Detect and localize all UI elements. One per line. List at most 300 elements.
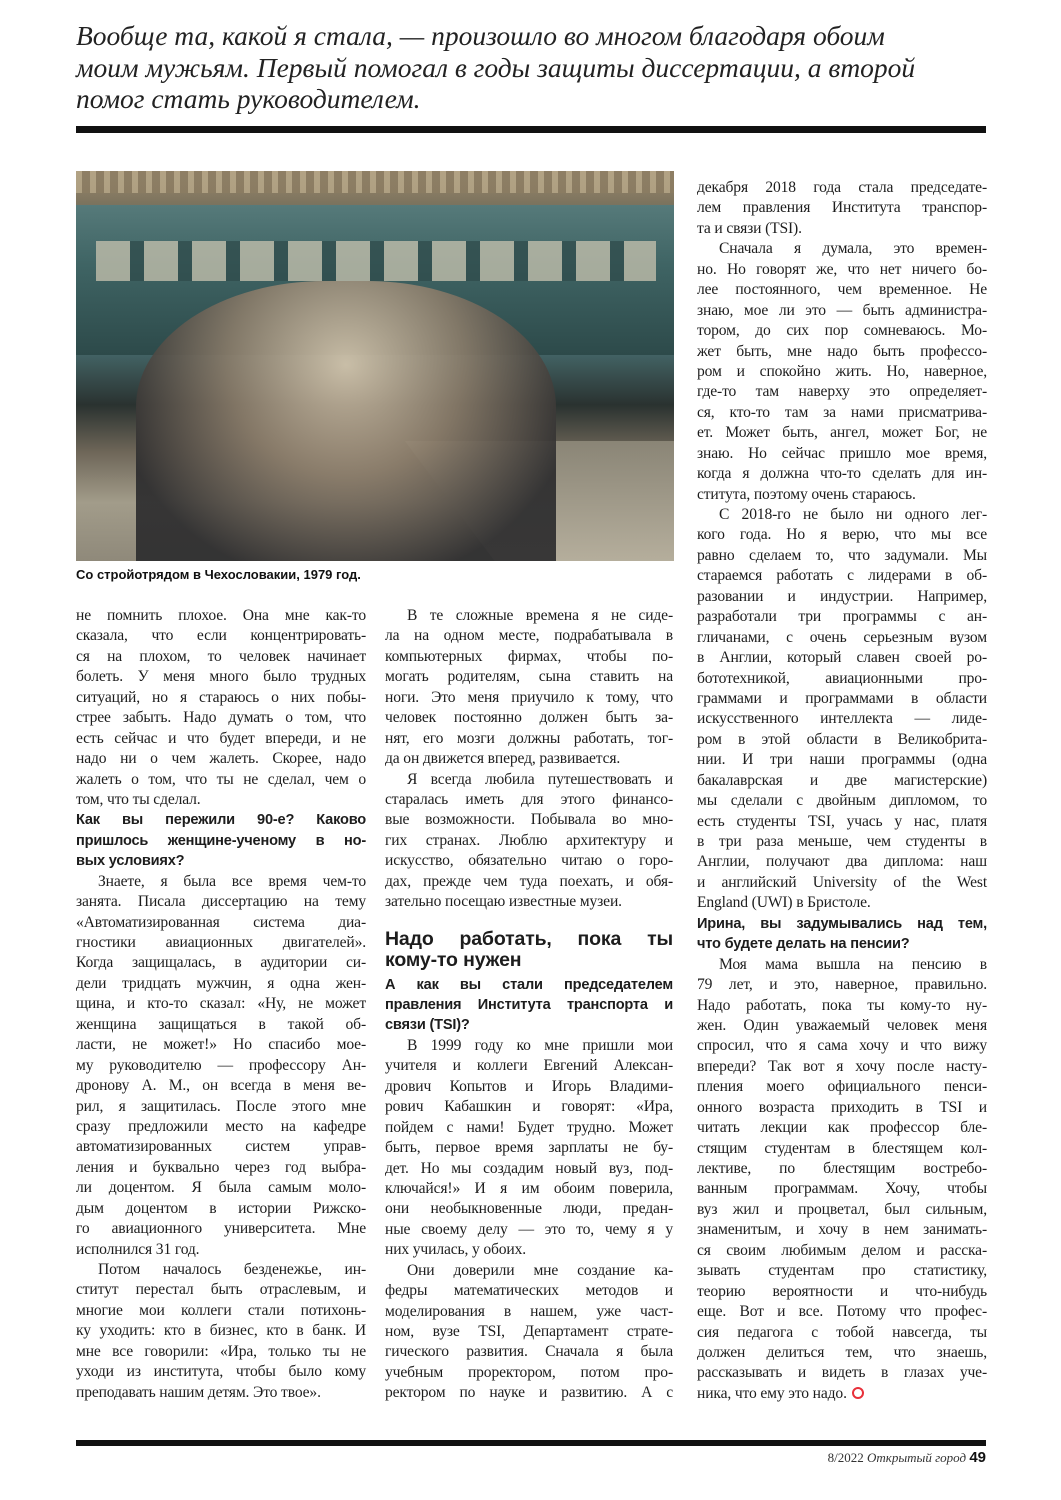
pull-quote	[76, 20, 986, 115]
text-line	[385, 1281, 673, 1301]
text-line-content: есть студенты TSI, учась у нас, платя	[697, 812, 987, 830]
text-line	[385, 810, 673, 830]
text-line-content: ноги. Это меня приучило к тому, что	[385, 688, 673, 706]
text-line-content: Ирина, вы задумывались над тем,	[697, 915, 987, 932]
text-line-content: могать родителям, сына ставить на	[385, 668, 673, 686]
text-line-content: Сначала я думала, это времен-	[719, 240, 987, 258]
text-line-content: дрович Копытов и Игорь Владими-	[385, 1077, 673, 1095]
text-line	[385, 688, 673, 708]
paragraph	[76, 606, 366, 810]
text-line-content: дели тридцать мужчин, я одна жен-	[76, 974, 366, 992]
text-line-content: в Англии, который славен своей ро-	[697, 649, 987, 667]
text-line	[76, 1076, 366, 1096]
text-line	[76, 1321, 366, 1341]
text-line	[76, 851, 366, 871]
text-line	[697, 178, 987, 198]
text-line	[697, 321, 987, 341]
article-column-2	[385, 606, 673, 1404]
text-line-content: ном, вузе TSI, Департамент страте-	[385, 1323, 673, 1340]
text-line-content: занята. Писала диссертацию на тему	[76, 893, 366, 911]
text-line	[697, 1179, 987, 1199]
text-line	[697, 1343, 987, 1363]
text-line-content: федры математических методов и	[385, 1282, 673, 1300]
end-of-article-icon	[852, 1387, 864, 1399]
text-line-content: мы сделали с двойным дипломом, то	[697, 792, 987, 810]
text-line	[76, 688, 366, 708]
text-line	[697, 628, 987, 648]
text-line	[385, 1015, 673, 1035]
text-line-content: пления моего официального пенси-	[697, 1078, 987, 1096]
text-line-content: быть, первое время зарплаты не бу-	[385, 1139, 673, 1157]
text-line-content: они необыкновенные люди, предан-	[385, 1200, 673, 1218]
text-line-content: дах, прежде чем туда поехать, и обя-	[385, 872, 673, 890]
text-line-content: не помнить плохое. Она мне как-то	[76, 607, 366, 624]
text-line-content: Потом началось безденежье, ин-	[98, 1261, 366, 1278]
paragraph	[76, 872, 366, 1260]
text-line	[76, 708, 366, 728]
paragraph	[697, 239, 987, 505]
text-line-content: знаю. Но сейчас пришло мое время,	[697, 444, 987, 462]
text-line-content: автоматизированных систем управ-	[76, 1138, 366, 1156]
text-line-content: когда я должна что-то сделать для ин-	[697, 465, 987, 483]
text-line-content: А как вы стали председателем	[385, 976, 673, 993]
text-line	[697, 382, 987, 402]
text-line	[697, 1200, 987, 1220]
text-line	[76, 667, 366, 687]
text-line-content: читать лекции как профессор бле-	[697, 1119, 987, 1137]
text-line	[385, 1302, 673, 1322]
text-line	[76, 1362, 366, 1382]
section-heading	[385, 929, 673, 971]
text-line	[385, 1118, 673, 1138]
text-line-content: ститут перестал быть отраслевым, и	[76, 1281, 366, 1299]
text-line-content: рович Кабашкин и говорят: «Ира,	[385, 1098, 673, 1116]
text-line-content: Знаете, я была все время чем-то	[98, 872, 366, 890]
text-line-content: England (UWI) в Бристоле.	[697, 894, 871, 912]
text-line	[385, 790, 673, 810]
text-line-content: го авиационного университета. Мне	[76, 1220, 366, 1238]
text-line-content: ся своим любимым делом и расска-	[697, 1241, 987, 1259]
text-line	[697, 260, 987, 280]
text-line-content: ром и спокойно жить. Но, наверное,	[697, 362, 987, 380]
text-line-content: ла на одном месте, подрабатывала в	[385, 627, 673, 645]
text-line-content: Надо работать, пока ты	[385, 927, 673, 950]
text-line	[697, 362, 987, 382]
text-line-content: сразу предложили место на кафедре	[76, 1117, 366, 1135]
text-line-content: впереди? Так вот я хочу после насту-	[697, 1057, 987, 1075]
text-line	[697, 464, 987, 484]
text-line-content: равно сделаем то, что задумали. Мы	[697, 546, 987, 564]
text-line	[385, 708, 673, 728]
text-line-content: компьютерных фирмах, чтобы по-	[385, 647, 673, 665]
text-line	[385, 1097, 673, 1117]
text-line-content: исполнился 31 год.	[76, 1240, 200, 1258]
text-line-content: том, что ты сделал.	[76, 790, 201, 808]
text-line-content: ключайся!» И я им обоим поверила,	[385, 1179, 673, 1197]
text-line	[76, 974, 366, 994]
text-line	[385, 1322, 673, 1342]
text-line	[697, 1241, 987, 1261]
text-line-content: кому-то нужен	[385, 948, 522, 971]
photo-group-of-people	[136, 281, 556, 561]
text-line-content: болеть. У меня много было трудных	[76, 668, 366, 686]
text-line-content: лем правления Института транспор-	[697, 199, 987, 217]
text-line-content: декабря 2018 года стала председате-	[697, 179, 987, 196]
text-line	[385, 1261, 673, 1281]
text-line	[385, 1220, 673, 1240]
text-line	[385, 929, 673, 950]
text-line-content: та и связи (TSI).	[697, 219, 802, 237]
text-line	[697, 975, 987, 995]
text-line-content: лективе, по блестящим востребо-	[697, 1160, 987, 1177]
text-line	[697, 342, 987, 362]
text-line-content: знаю, мое ли это — быть администра-	[697, 301, 987, 319]
text-line	[76, 1240, 366, 1260]
text-line	[697, 996, 987, 1016]
text-line	[697, 648, 987, 668]
text-line-content: му руководителю — профессору Ан-	[76, 1056, 366, 1074]
text-line	[76, 647, 366, 667]
text-line	[76, 1056, 366, 1076]
text-line-content: ром в этой области в Великобрита-	[697, 730, 987, 748]
text-line-content: учителя и коллеги Евгений Алексан-	[385, 1057, 673, 1075]
text-line-content: бототехникой, авиационными про-	[697, 669, 987, 687]
text-line-content: В 1999 году ко мне пришли мои	[407, 1036, 673, 1054]
text-line-content: ситуаций, но я стараюсь о них побы-	[76, 688, 366, 706]
article-photo	[76, 171, 674, 561]
text-line-content: 79 лет, и это, наверное, правильно.	[697, 976, 987, 994]
text-line	[697, 873, 987, 893]
text-line	[697, 1302, 987, 1322]
text-line-content: нии. И три наши программы (одна	[697, 751, 987, 769]
text-line	[697, 239, 987, 259]
text-line-content: гностики авиационных двигателей».	[76, 934, 366, 951]
text-line-content: теорию вероятности и что-нибудь	[697, 1282, 987, 1300]
text-line	[76, 913, 366, 933]
text-line	[697, 1036, 987, 1056]
text-line-content: правления Института транспорта и	[385, 997, 673, 1013]
text-line	[385, 1383, 673, 1403]
text-line	[385, 729, 673, 749]
text-line	[76, 749, 366, 769]
text-line	[76, 606, 366, 626]
text-line	[697, 525, 987, 545]
text-line-content: должен делиться тем, что знаешь,	[697, 1343, 987, 1361]
text-line	[385, 950, 673, 971]
text-line-content: жалеть о том, что ты не сделал, чем о	[76, 770, 366, 788]
text-line-content: лее постоянного, чем временное. Не	[697, 281, 987, 299]
text-line	[697, 198, 987, 218]
text-line	[76, 1280, 366, 1300]
text-line-content: преподавать нашим детям. Это твое».	[76, 1383, 321, 1401]
text-line-content: ласти, не может!» Но спасибо мое-	[76, 1036, 366, 1054]
text-line-content: вые возможности. Побывала во мно-	[385, 811, 673, 829]
text-line	[76, 626, 366, 646]
text-line	[697, 1057, 987, 1077]
text-line	[385, 647, 673, 667]
text-line-content: ет. Может быть, ангел, может Бог, не	[697, 424, 987, 442]
text-line	[76, 1301, 366, 1321]
text-line	[385, 626, 673, 646]
text-line	[385, 1199, 673, 1219]
text-line	[385, 1138, 673, 1158]
text-line	[697, 1098, 987, 1118]
text-line-content: уходи из института, чтобы было кому	[76, 1363, 366, 1381]
text-line	[76, 933, 366, 953]
text-line	[385, 770, 673, 790]
text-line	[697, 1016, 987, 1036]
text-line	[697, 914, 987, 934]
paragraph	[697, 178, 987, 239]
text-line-content: кого года. Но я верю, что мы все	[697, 526, 987, 544]
text-line	[697, 709, 987, 729]
text-line	[385, 1240, 673, 1260]
text-line	[697, 750, 987, 770]
text-line-content: искусство, обязательно читаю о горо-	[385, 852, 673, 870]
text-line-content: стящим студентам в блестящем кол-	[697, 1139, 987, 1157]
text-line-content: ректором по науке и развитию. А с	[385, 1384, 673, 1402]
text-line	[385, 1077, 673, 1097]
text-line-content: женщина защищаться в такой об-	[76, 1015, 366, 1033]
text-line	[697, 1159, 987, 1179]
text-line-content: гического развития. Сначала я была	[385, 1343, 673, 1361]
text-line	[76, 994, 366, 1014]
text-line-content: дет. Но мы создадим новый вуз, под-	[385, 1159, 673, 1177]
text-line-content: человек постоянно должен быть за-	[385, 709, 673, 727]
text-line-content: стараемся работать с лидерами в об-	[697, 567, 987, 585]
text-line	[697, 403, 987, 423]
text-line-content: зывать студентам про статистику,	[697, 1262, 987, 1280]
text-line	[76, 1178, 366, 1198]
bottom-divider	[76, 1440, 986, 1446]
text-line	[385, 749, 673, 769]
text-line-content: ститута, поэтому очень стараюсь.	[697, 485, 916, 503]
text-line-content: ся, кто-то там за нами присматрива-	[697, 403, 987, 421]
text-line	[697, 689, 987, 709]
text-line	[385, 872, 673, 892]
interview-question	[76, 810, 366, 871]
text-line-content: жен. Один уважаемый человек меня	[697, 1016, 987, 1034]
text-line	[385, 892, 673, 912]
text-line	[76, 1137, 366, 1157]
text-line	[697, 301, 987, 321]
text-line-content: разовании и индустрии. Например,	[697, 587, 987, 605]
text-line-content: есть сейчас и что будет впереди, и не	[76, 729, 366, 747]
text-line-content: них училась, у обоих.	[385, 1241, 527, 1259]
text-line	[697, 934, 987, 954]
pull-quote-line: Вообще та, какой я стала, — произошло во многом благодаря обоим	[76, 20, 885, 51]
top-divider	[76, 126, 986, 133]
text-line	[76, 1015, 366, 1035]
issue-number: 8/2022	[827, 1450, 864, 1465]
paragraph	[697, 505, 987, 914]
text-line-content: нят, его мозги должны работать, тог-	[385, 729, 673, 747]
text-line-content: Как вы пережили 90-е? Каково	[76, 812, 366, 829]
text-line-content: знаменитым, и хочу в нем занимать-	[697, 1221, 987, 1239]
photo-station-roof	[76, 171, 674, 193]
text-line	[697, 893, 987, 913]
text-line	[76, 872, 366, 892]
text-line	[76, 770, 366, 790]
pull-quote-line: моим мужьям. Первый помогал в годы защиты диссертации, а второй	[76, 51, 916, 83]
text-line	[76, 1035, 366, 1055]
text-line-content: рил, я защитилась. После этого мне	[76, 1097, 366, 1115]
text-line-content: ника, что ему это надо.	[697, 1384, 847, 1402]
text-line-content: щина, и кто-то сказал: «Ну, не может	[76, 995, 366, 1013]
paragraph	[385, 1036, 673, 1261]
text-line-content: Надо работать, пока ты кому-то ну-	[697, 996, 987, 1014]
text-line	[697, 812, 987, 832]
text-line	[697, 1323, 987, 1343]
text-line	[76, 831, 366, 851]
text-line-content: где-то там наверху это определяет-	[697, 383, 987, 401]
text-line-content: ванным программам. Хочу, чтобы	[697, 1180, 987, 1198]
text-line-content: искусственного интеллекта — лиде-	[697, 710, 987, 728]
text-line-content: еще. Вот и все. Потому что профес-	[697, 1303, 987, 1321]
text-line-content: гличанами, с очень серьезным вузом	[697, 628, 987, 646]
text-line-content: мне все говорили: «Ира, только ты не	[76, 1342, 366, 1360]
text-line	[76, 810, 366, 830]
text-line-content: Они доверили мне создание ка-	[407, 1261, 673, 1279]
text-line	[385, 1363, 673, 1383]
text-line	[76, 1383, 366, 1403]
pull-quote-line: помог стать руководителем.	[76, 83, 421, 114]
text-line	[76, 1117, 366, 1137]
text-line	[76, 953, 366, 973]
text-line-content: Когда защищалась, в аудитории си-	[76, 954, 366, 972]
text-line	[697, 1261, 987, 1281]
text-line	[76, 790, 366, 810]
text-line-content: ления и буквально через год выбра-	[76, 1158, 366, 1176]
text-line	[76, 1158, 366, 1178]
paragraph	[385, 770, 673, 913]
text-line	[76, 729, 366, 749]
text-line-content: моделирования в нашем, уже част-	[385, 1302, 673, 1320]
interview-question	[697, 914, 987, 955]
text-line	[697, 546, 987, 566]
photo-caption: Со стройотрядом в Чехословакии, 1979 год.	[76, 567, 361, 582]
text-line	[76, 1219, 366, 1239]
text-line	[76, 892, 366, 912]
text-line-content: ные своему делу — это то, чему я у	[385, 1220, 673, 1238]
text-line	[385, 1036, 673, 1056]
text-line	[697, 423, 987, 443]
text-line	[76, 1097, 366, 1117]
text-line-content: учебным проректором, потом про-	[385, 1363, 673, 1381]
text-line-content: вуз жил и процветал, был сильным,	[697, 1200, 987, 1218]
text-line-content: рассказывать и видеть в глазах уче-	[697, 1364, 987, 1382]
text-line	[697, 607, 987, 627]
text-line-content: пришлось женщине-ученому в но-	[76, 832, 366, 849]
text-line	[697, 730, 987, 750]
text-line	[697, 1363, 987, 1383]
text-line-content: спросил, что я сама хочу и что вижу	[697, 1037, 987, 1055]
text-line-content: В те сложные времена я не сиде-	[407, 607, 673, 624]
text-line-content: сия педагога с тобой навсегда, ты	[697, 1323, 987, 1341]
text-line	[76, 1260, 366, 1280]
text-line-content: связи (TSI)?	[385, 1017, 470, 1034]
text-line-content: «Автоматизированная система диа-	[76, 913, 366, 931]
text-line	[697, 1077, 987, 1097]
text-line	[697, 832, 987, 852]
text-line-content: бакалаврская и две магистерские)	[697, 771, 987, 789]
text-line	[697, 1220, 987, 1240]
text-line-content: что будете делать на пенсии?	[697, 936, 910, 953]
text-line	[76, 1199, 366, 1219]
paragraph	[697, 955, 987, 1405]
text-line	[697, 669, 987, 689]
paragraph	[385, 606, 673, 770]
text-line	[697, 566, 987, 586]
text-line-content: в три раза меньше, чем студенты в	[697, 833, 987, 850]
text-line-content: жет быть, мне надо быть профессо-	[697, 342, 987, 360]
text-line-content: дым доцентом в истории Рижско-	[76, 1199, 366, 1217]
paragraph	[76, 1260, 366, 1403]
text-line-content: тором, до сих пор сомневаюсь. Мо-	[697, 322, 987, 340]
text-line	[697, 280, 987, 300]
text-line-content: граммами и программами в области	[697, 689, 987, 707]
text-line-content: ся на плохом, то человек начинает	[76, 647, 366, 665]
text-line-content: и английский University of the West	[697, 873, 987, 891]
text-line	[385, 995, 673, 1015]
photo-train-windows	[96, 241, 656, 281]
text-line	[697, 587, 987, 607]
text-line-content: зательно посещаю известные музеи.	[385, 893, 622, 911]
page-number: 49	[969, 1449, 986, 1466]
text-line	[385, 1342, 673, 1362]
text-line-content: стрее забыть. Надо думать о том, что	[76, 709, 366, 727]
text-line	[385, 667, 673, 687]
text-line-content: пойдем с нами! Будет трудно. Может	[385, 1118, 673, 1136]
article-column-3	[697, 178, 987, 1404]
text-line-content: ку уходить: кто в бизнес, кто в банк. И	[76, 1322, 366, 1340]
text-line	[385, 831, 673, 851]
text-line	[697, 791, 987, 811]
text-line	[697, 771, 987, 791]
text-line-content: Англии, получают два диплома: наш	[697, 853, 987, 871]
text-line-content: да он движется вперед, развивается.	[385, 750, 621, 768]
text-line-content: онного возраста приходить в TSI и	[697, 1098, 987, 1116]
text-line-content: но. Но говорят же, что нет ничего бо-	[697, 260, 987, 278]
text-line-content: многие мои коллеги стали потихонь-	[76, 1301, 366, 1319]
text-line	[697, 1139, 987, 1159]
text-line	[697, 1282, 987, 1302]
article-column-1	[76, 606, 366, 1403]
text-line	[697, 1118, 987, 1138]
text-line-content: вых условиях?	[76, 853, 185, 870]
interview-question	[385, 975, 673, 1036]
text-line-content: Я всегда любила путешествовать и	[407, 770, 673, 788]
text-line	[697, 444, 987, 464]
text-line-content: гих странах. Люблю архитектуру и	[385, 831, 673, 849]
text-line	[385, 1159, 673, 1179]
text-line	[697, 1384, 987, 1404]
page-footer	[828, 1449, 986, 1466]
text-line	[697, 505, 987, 525]
text-line	[385, 851, 673, 871]
text-line	[385, 1179, 673, 1199]
text-line	[76, 1342, 366, 1362]
text-line	[697, 485, 987, 505]
text-line	[385, 606, 673, 626]
text-line-content: разработали три программы с ан-	[697, 608, 987, 626]
text-line	[697, 219, 987, 239]
text-line	[697, 852, 987, 872]
text-line-content: надо ни о чем жалеть. Скорее, надо	[76, 750, 366, 768]
text-line-content: С 2018-го не было ни одного лег-	[719, 506, 987, 523]
text-line-content: сказала, что если концентрировать-	[76, 627, 366, 645]
text-line-content: ли доцентом. Я была самым моло-	[76, 1179, 366, 1197]
